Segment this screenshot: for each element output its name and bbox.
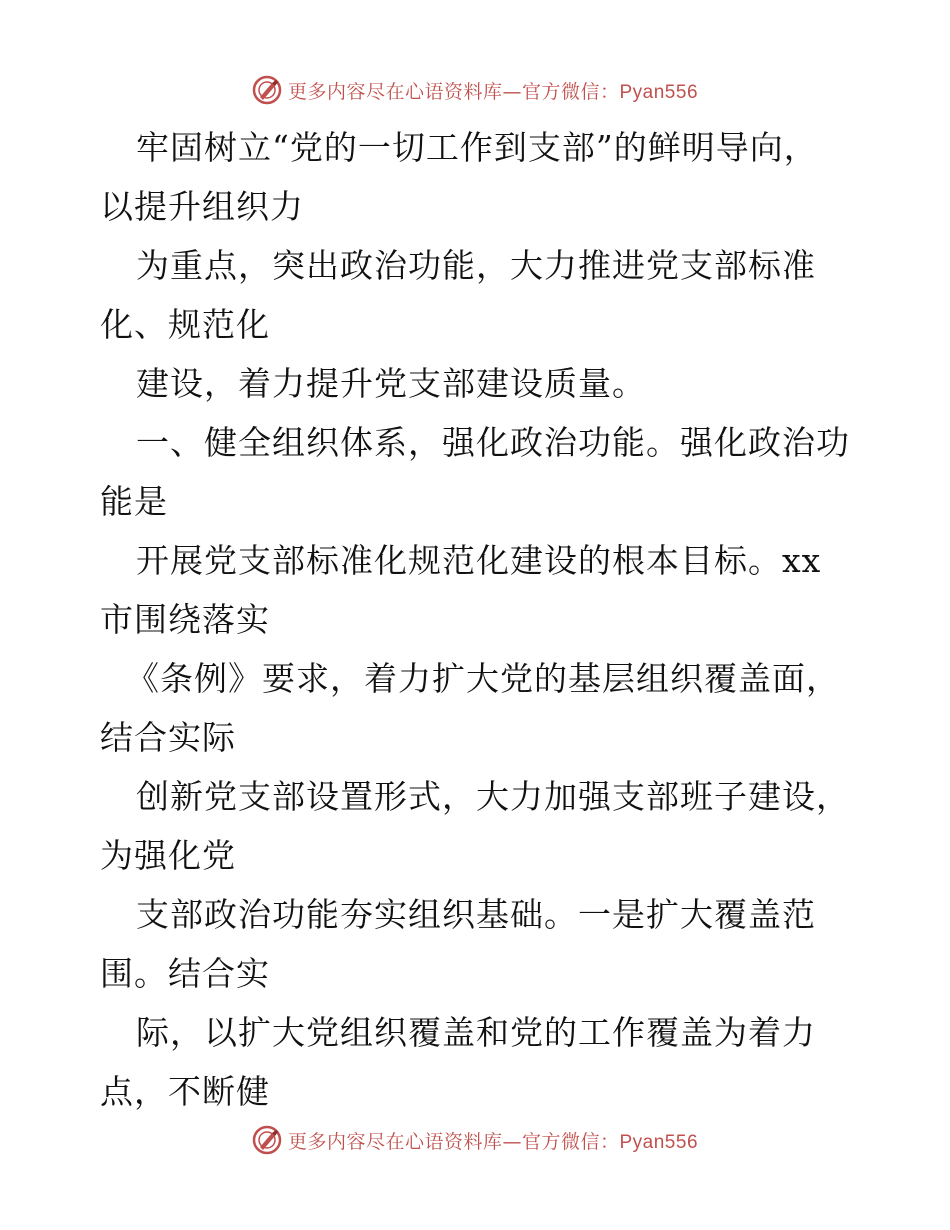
footer-watermark [0, 1120, 950, 1160]
watermark-text [288, 1127, 698, 1154]
text-line: 结合实际 [100, 718, 236, 757]
text-line: 支部政治功能夯实组织基础。一是扩大覆盖范 [136, 895, 816, 934]
text-line: 一、健全组织体系，强化政治功能。强化政治功 [136, 423, 850, 462]
watermark-handle: Pyan556 [619, 1131, 699, 1153]
text-line: 际，以扩大党组织覆盖和党的工作覆盖为着力 [136, 1013, 816, 1052]
text-line: 开展党支部标准化规范化建设的根本目标。xx [136, 541, 822, 580]
text-line: 点，不断健 [100, 1072, 270, 1111]
text-line: 围。结合实 [100, 954, 270, 993]
watermark-separator: —官方微信： [502, 80, 620, 103]
text-line: 化、规范化 [100, 305, 270, 344]
watermark-separator: —官方微信： [502, 1130, 620, 1153]
text-line: 以提升组织力 [100, 187, 304, 226]
text-line: 创新党支部设置形式，大力加强支部班子建设， [136, 777, 850, 816]
watermark-main-text: 更多内容尽在心语资料库 [287, 80, 503, 103]
text-line: 建设，着力提升党支部建设质量。 [136, 364, 646, 403]
pen-nib-logo-icon [252, 1125, 282, 1155]
text-line: 为重点，突出政治功能，大力推进党支部标准 [136, 246, 816, 285]
text-line: 牢固树立“党的一切工作到支部”的鲜明导向， [136, 128, 818, 167]
pen-nib-logo-icon [252, 75, 282, 105]
text-line: 为强化党 [100, 836, 236, 875]
text-line: 《条例》要求，着力扩大党的基层组织覆盖面， [126, 659, 840, 698]
watermark-handle: Pyan556 [619, 81, 699, 103]
header-watermark [0, 70, 950, 110]
text-line: 市围绕落实 [100, 600, 270, 639]
watermark-main-text: 更多内容尽在心语资料库 [287, 1130, 503, 1153]
text-line: 能是 [100, 482, 168, 521]
document-body [100, 118, 860, 1121]
watermark-text [288, 77, 698, 104]
